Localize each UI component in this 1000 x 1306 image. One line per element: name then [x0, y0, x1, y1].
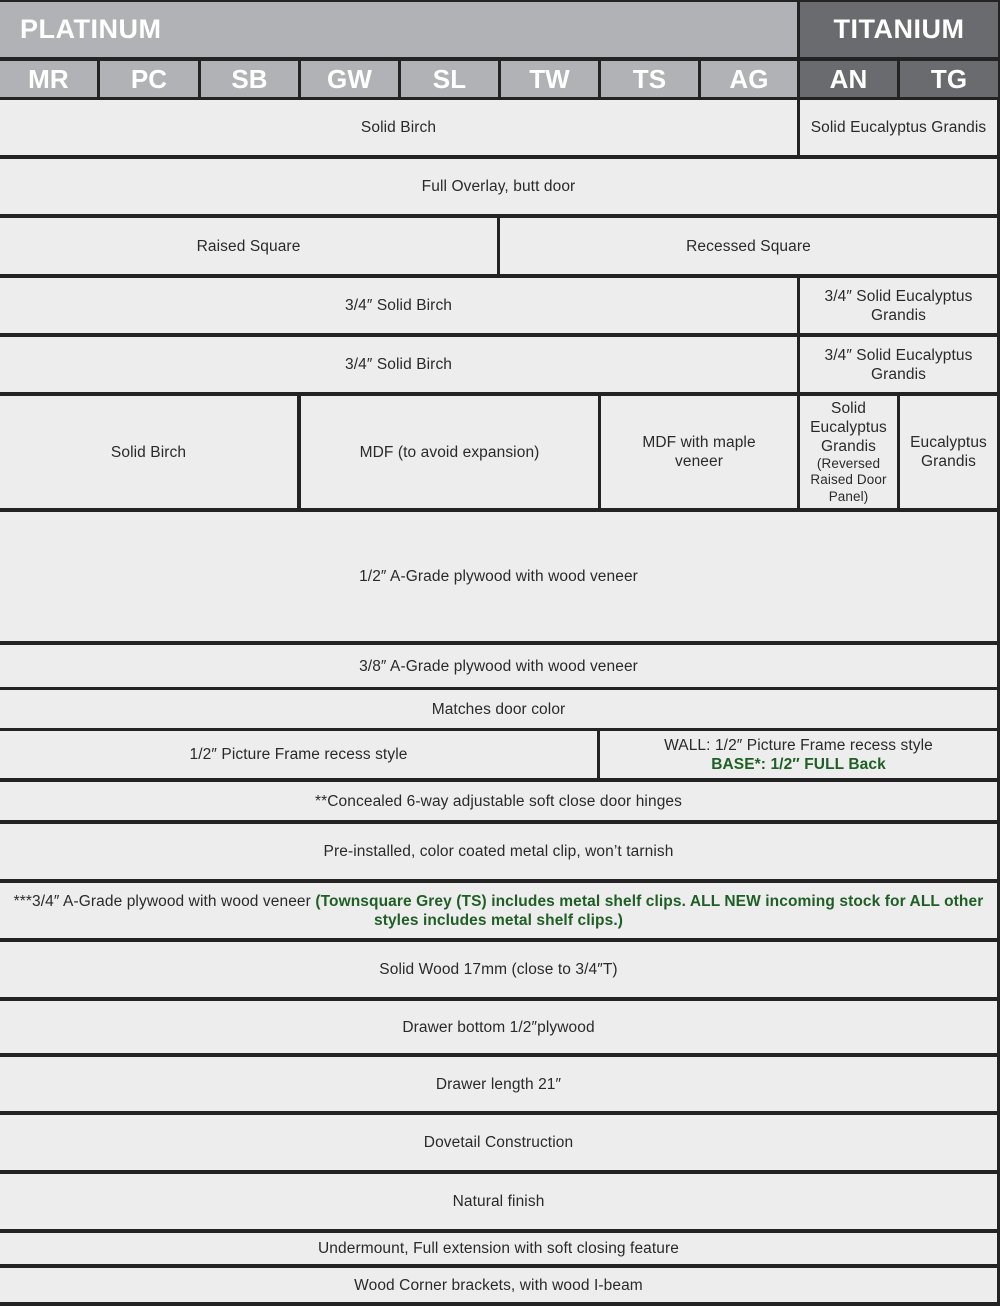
back-panel-base: BASE*: 1/2″ FULL Back: [711, 755, 886, 773]
finish-color: Matches door color: [0, 690, 997, 728]
drawer-glides: Undermount, Full extension with soft closing feature: [0, 1233, 997, 1264]
door-type: Full Overlay, butt door: [0, 159, 997, 214]
door-panel-eucalyptus-note: (Reversed Raised Door Panel): [810, 455, 887, 504]
hinges: **Concealed 6-way adjustable soft close door hinges: [0, 782, 997, 820]
drawer-front-platinum: 3/4″ Solid Birch: [0, 337, 797, 392]
drawer-bottom: Drawer bottom 1/2″plywood: [0, 1001, 997, 1053]
titanium-header: TITANIUM: [800, 2, 998, 57]
drawer-box: Solid Wood 17mm (close to 3/4″T): [0, 942, 997, 997]
code-pc: PC: [100, 61, 198, 97]
door-panel-eucalyptus-reversed: [800, 396, 897, 508]
back-panel-wall: WALL: 1/2″ Picture Frame recess style: [664, 736, 933, 754]
code-tg: TG: [900, 61, 998, 97]
door-panel-solid-birch: Solid Birch: [0, 396, 297, 508]
metal-clips: Pre-installed, color coated metal clip, won’t tarnish: [0, 824, 997, 879]
door-frame-titanium: Solid Eucalyptus Grandis: [800, 100, 997, 155]
face-frame-titanium: 3/4″ Solid Eucalyptus Grandis: [800, 278, 997, 333]
door-style-raised: Raised Square: [0, 218, 497, 274]
shelves-text: [12, 892, 985, 930]
door-panel-eucalyptus: Eucalyptus Grandis: [900, 396, 997, 508]
drawer-joint: Dovetail Construction: [0, 1115, 997, 1170]
cabinet-box: 1/2″ A-Grade plywood with wood veneer: [0, 512, 997, 641]
drawer-length: Drawer length 21″: [0, 1057, 997, 1111]
corner-brackets: Wood Corner brackets, with wood I-beam: [0, 1268, 997, 1302]
code-mr: MR: [0, 61, 97, 97]
door-frame-platinum: Solid Birch: [0, 100, 797, 155]
shelves-material: ***3/4″ A-Grade plywood with wood veneer: [13, 892, 316, 910]
drawer-front-titanium: 3/4″ Solid Eucalyptus Grandis: [800, 337, 997, 392]
code-sl: SL: [401, 61, 498, 97]
door-style-recessed: Recessed Square: [500, 218, 997, 274]
back-panel-left: 1/2″ Picture Frame recess style: [0, 731, 597, 778]
door-panel-eucalyptus-main: Solid Eucalyptus Grandis: [810, 399, 887, 455]
code-sb: SB: [201, 61, 298, 97]
drawer-finish: Natural finish: [0, 1174, 997, 1229]
door-panel-mdf-maple: MDF with maple veneer: [601, 396, 797, 508]
shelves: [0, 883, 997, 938]
back-panel-right: [600, 731, 997, 778]
door-panel-mdf: MDF (to avoid expansion): [301, 396, 598, 508]
code-ag: AG: [701, 61, 797, 97]
face-frame-platinum: 3/4″ Solid Birch: [0, 278, 797, 333]
code-an: AN: [800, 61, 897, 97]
cabinet-floor: 3/8″ A-Grade plywood with wood veneer: [0, 645, 997, 687]
code-ts: TS: [601, 61, 698, 97]
code-gw: GW: [301, 61, 398, 97]
code-tw: TW: [501, 61, 598, 97]
platinum-header: PLATINUM: [0, 2, 797, 57]
shelves-note: (Townsquare Grey (TS) includes metal shelf clips. ALL NEW incoming stock for ALL other styles includes metal shelf clips.): [315, 892, 984, 929]
